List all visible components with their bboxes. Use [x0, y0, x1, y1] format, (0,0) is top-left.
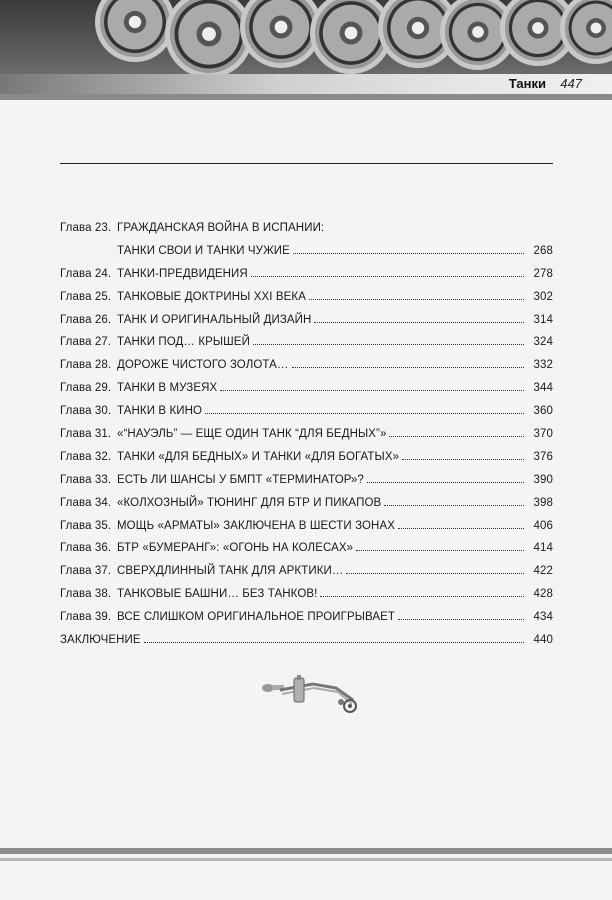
- chapter-title: ТАНКИ-ПРЕДВИДЕНИЯ: [117, 267, 248, 280]
- chapter-page: 390: [533, 473, 553, 486]
- dot-leader: [367, 482, 524, 483]
- chapter-page: 332: [533, 359, 553, 372]
- chapter-page: 428: [533, 588, 553, 601]
- toc-entry[interactable]: [60, 565, 553, 588]
- running-header-title: Танки: [508, 76, 546, 91]
- toc-entry[interactable]: [60, 314, 553, 337]
- chapter-page: 278: [533, 267, 553, 280]
- chapter-page: 324: [533, 336, 553, 349]
- header-divider: [0, 94, 612, 100]
- chapter-title: «“НАУЭЛЬ” — ЕЩЕ ОДИН ТАНК “ДЛЯ БЕДНЫХ”»: [117, 428, 387, 441]
- toc-entry[interactable]: [60, 245, 553, 268]
- dot-leader: [253, 344, 524, 345]
- chapter-title: ЕСТЬ ЛИ ШАНСЫ У БМПТ «ТЕРМИНАТОР»?: [117, 473, 364, 486]
- footer-bar-thin: [0, 858, 612, 861]
- table-of-contents: [60, 222, 553, 657]
- chapter-number: Глава 25.: [60, 290, 112, 303]
- toc-entry[interactable]: [60, 474, 553, 497]
- toc-entry[interactable]: [60, 497, 553, 520]
- dot-leader: [356, 550, 524, 551]
- toc-entry[interactable]: [60, 451, 553, 474]
- dot-leader: [251, 276, 524, 277]
- chapter-title: «КОЛХОЗНЫЙ» ТЮНИНГ ДЛЯ БТР И ПИКАПОВ: [117, 496, 382, 509]
- dot-leader: [144, 642, 524, 643]
- chapter-title: ТАНКОВЫЕ БАШНИ… БЕЗ ТАНКОВ!: [117, 588, 318, 601]
- chapter-title: ЗАКЛЮЧЕНИЕ: [60, 634, 141, 647]
- chapter-title: ТАНКИ «ДЛЯ БЕДНЫХ» И ТАНКИ «ДЛЯ БОГАТЫХ»: [117, 450, 400, 463]
- toc-entry[interactable]: [60, 542, 553, 565]
- chapter-number: Глава 26.: [60, 313, 112, 326]
- road-wheel-icon: [165, 0, 253, 78]
- chapter-page: 414: [533, 542, 553, 555]
- chapter-number: Глава 32.: [60, 450, 112, 463]
- chapter-page: 370: [533, 428, 553, 441]
- toc-entry[interactable]: [60, 336, 553, 359]
- chapter-title: МОЩЬ «АРМАТЫ» ЗАКЛЮЧЕНА В ШЕСТИ ЗОНАХ: [117, 519, 395, 532]
- dot-leader: [398, 528, 524, 529]
- chapter-title: ВСЕ СЛИШКОМ ОРИГИНАЛЬНОЕ ПРОИГРЫВАЕТ: [117, 611, 396, 624]
- dot-leader: [314, 322, 524, 323]
- chapter-number: Глава 28.: [60, 359, 112, 372]
- toc-entry[interactable]: [60, 405, 553, 428]
- chapter-title: ТАНКИ СВОИ И ТАНКИ ЧУЖИЕ: [117, 244, 290, 257]
- toc-entry[interactable]: [60, 382, 553, 405]
- chapter-number: Глава 39.: [60, 611, 112, 624]
- dot-leader: [292, 367, 525, 368]
- chapter-number: Глава 35.: [60, 519, 112, 532]
- toc-entry[interactable]: [60, 359, 553, 382]
- chapter-number: Глава 37.: [60, 565, 112, 578]
- chapter-title: БТР «БУМЕРАНГ»: «ОГОНЬ НА КОЛЕСАХ»: [117, 542, 354, 555]
- chapter-title: ТАНКИ В МУЗЕЯХ: [117, 382, 218, 395]
- chapter-page: 422: [533, 565, 553, 578]
- chapter-page: 302: [533, 290, 553, 303]
- toc-entry[interactable]: [60, 222, 553, 245]
- dot-leader: [402, 459, 524, 460]
- dot-leader: [293, 253, 524, 254]
- toc-entry[interactable]: [60, 428, 553, 451]
- chapter-page: 344: [533, 382, 553, 395]
- toc-entry[interactable]: [60, 588, 553, 611]
- dot-leader: [346, 573, 524, 574]
- toc-entry[interactable]: [60, 291, 553, 314]
- toc-entry[interactable]: [60, 268, 553, 291]
- dot-leader: [398, 619, 524, 620]
- dot-leader: [309, 299, 524, 300]
- chapter-number: Глава 34.: [60, 496, 112, 509]
- chapter-number: Глава 30.: [60, 405, 112, 418]
- chapter-number: Глава 33.: [60, 473, 112, 486]
- toc-entry[interactable]: [60, 634, 553, 657]
- chapter-page: 398: [533, 496, 553, 509]
- toc-top-rule: [60, 163, 553, 164]
- road-wheel-icon: [95, 0, 175, 62]
- chapter-number: Глава 38.: [60, 588, 112, 601]
- dot-leader: [389, 436, 524, 437]
- chapter-number: Глава 31.: [60, 428, 112, 441]
- chapter-number: Глава 23.: [60, 222, 112, 234]
- toc-entry[interactable]: [60, 520, 553, 543]
- chapter-page: 434: [533, 611, 553, 624]
- chapter-page: 268: [533, 244, 553, 257]
- chapter-page: 440: [533, 634, 553, 647]
- chapter-number: Глава 36.: [60, 542, 112, 555]
- toc-entry[interactable]: [60, 611, 553, 634]
- chapter-title: ГРАЖДАНСКАЯ ВОЙНА В ИСПАНИИ:: [117, 222, 325, 234]
- chapter-title: ТАНКИ В КИНО: [117, 405, 203, 418]
- chapter-page: 376: [533, 450, 553, 463]
- chapter-number: Глава 27.: [60, 336, 112, 349]
- page-number: 447: [560, 76, 582, 91]
- chapter-number: Глава 29.: [60, 382, 112, 395]
- dot-leader: [384, 505, 524, 506]
- dot-leader: [205, 413, 524, 414]
- chapter-title: ДОРОЖЕ ЧИСТОГО ЗОЛОТА…: [117, 359, 289, 372]
- chapter-title: ТАНКИ ПОД… КРЫШЕЙ: [117, 336, 250, 349]
- chapter-page: 314: [533, 313, 553, 326]
- chapter-title: СВЕРХДЛИННЫЙ ТАНК ДЛЯ АРКТИКИ…: [117, 565, 344, 578]
- road-wheel-icon: [560, 0, 612, 64]
- chapter-number: Глава 24.: [60, 267, 112, 280]
- chapter-title: ТАНКОВЫЕ ДОКТРИНЫ XXI ВЕКА: [117, 290, 306, 303]
- footer-bar: [0, 848, 612, 854]
- dot-leader: [220, 390, 524, 391]
- dot-leader: [320, 596, 524, 597]
- chapter-page: 406: [533, 519, 553, 532]
- chapter-page: 360: [533, 405, 553, 418]
- chapter-title: ТАНК И ОРИГИНАЛЬНЫЙ ДИЗАЙН: [117, 313, 312, 326]
- tank-ornament-icon: [258, 674, 358, 714]
